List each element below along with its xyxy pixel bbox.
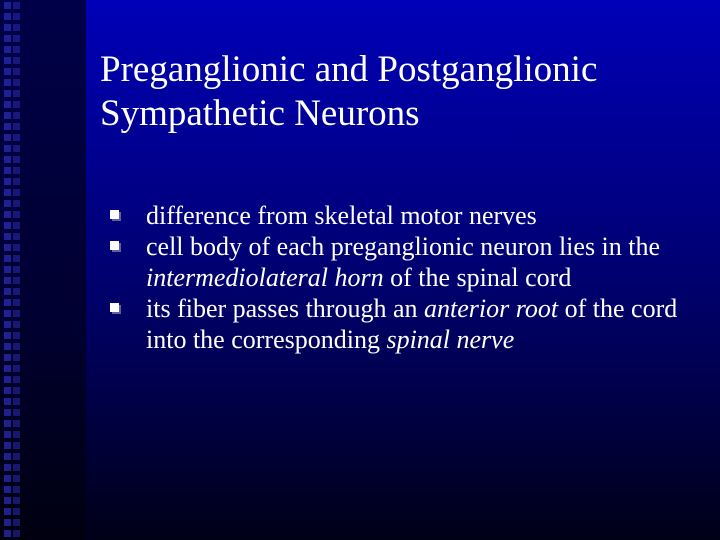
bullet-text-segment: of the cord into the corresponding (146, 294, 678, 354)
bullet-text-italic: intermediolateral horn (146, 263, 384, 292)
bullet-text (146, 293, 716, 355)
bullet-text-italic: anterior root (424, 294, 559, 323)
bullet-text (146, 231, 716, 293)
bullet-item (110, 231, 710, 293)
slide-title-line-2: Sympathetic Neurons (100, 93, 420, 134)
bullet-text-segment: of the spinal cord (383, 263, 572, 292)
square-bullet-icon (110, 210, 119, 219)
bullet-text-segment: cell body of each preganglionic neuron lies in the (146, 232, 661, 261)
bullet-item (110, 293, 710, 355)
bullet-item (110, 200, 710, 231)
decorative-square-column (13, 2, 20, 538)
bullet-text-italic: spinal nerve (386, 325, 515, 354)
square-bullet-icon (110, 241, 119, 250)
bullet-list (110, 200, 710, 355)
bullet-text-segment: its fiber passes through an (146, 294, 425, 323)
bullet-text (146, 200, 716, 231)
slide-title-line-1: Preganglionic and Postganglionic (100, 49, 598, 90)
decorative-square-column (4, 2, 11, 538)
decorative-side-strip (0, 0, 86, 540)
slide-title (100, 48, 700, 136)
square-bullet-icon (110, 303, 119, 312)
bullet-text-segment: difference from skeletal motor nerves (146, 201, 537, 230)
